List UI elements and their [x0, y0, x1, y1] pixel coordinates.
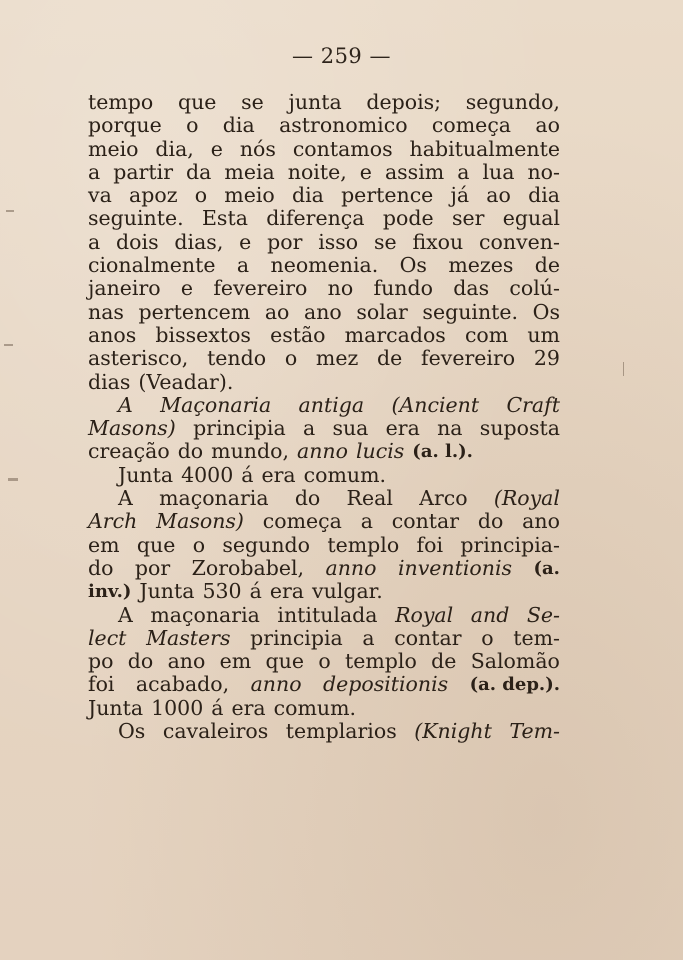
- word: fixou: [412, 229, 464, 254]
- word: junta: [288, 90, 342, 114]
- word: contar: [391, 509, 460, 534]
- text-line: [88, 720, 560, 743]
- word: ao: [264, 299, 290, 324]
- word: meio: [224, 183, 275, 208]
- word: ano: [304, 299, 342, 324]
- word: porque: [88, 113, 162, 138]
- word: sua: [332, 416, 369, 441]
- word: que: [265, 649, 305, 674]
- word: seguinte.: [88, 206, 184, 231]
- word: Junta: [118, 462, 174, 487]
- text-line: [88, 254, 560, 277]
- word: partir: [113, 159, 173, 184]
- word: Craft: [506, 392, 560, 417]
- word: creação: [88, 439, 170, 464]
- word: Masons): [88, 416, 176, 441]
- word: Maçonaria: [160, 392, 272, 417]
- word: apoz: [129, 183, 178, 208]
- word: lua: [482, 159, 515, 184]
- text-line: [88, 231, 560, 254]
- text-line: [88, 324, 560, 347]
- text-line: [88, 371, 560, 394]
- text-line: [88, 417, 560, 440]
- word: contar: [394, 625, 462, 650]
- word: inventionis: [397, 555, 513, 580]
- text-line: [88, 301, 560, 324]
- word: nas: [88, 299, 124, 324]
- word: lect: [88, 625, 127, 650]
- word: tempo: [88, 90, 154, 114]
- word: começa: [431, 113, 512, 138]
- word: Masons): [156, 509, 244, 534]
- word: suposta: [479, 416, 560, 441]
- text-line: [88, 347, 560, 370]
- word: mundo,: [211, 439, 289, 464]
- word: em: [219, 649, 252, 674]
- word: com: [464, 322, 509, 347]
- word: Se-: [526, 602, 560, 627]
- word: lucis: [355, 439, 405, 464]
- word: e: [180, 276, 194, 301]
- word: segundo: [222, 532, 311, 557]
- word: 1000: [151, 695, 204, 720]
- word: anno: [250, 672, 302, 697]
- word: noite,: [287, 159, 347, 184]
- word: o: [186, 113, 199, 138]
- word: pertencem: [138, 299, 251, 324]
- word: era: [385, 416, 420, 441]
- word: solar: [356, 299, 408, 324]
- word: era: [269, 579, 304, 604]
- word: contamos: [292, 136, 393, 161]
- margin-mark: [623, 362, 624, 376]
- word: (Ancient: [391, 392, 480, 417]
- word: diferença: [266, 206, 365, 231]
- word: ser: [451, 206, 485, 231]
- margin-mark: [8, 478, 18, 481]
- word: colú-: [509, 276, 560, 301]
- word: estão: [270, 322, 326, 347]
- margin-mark: [6, 210, 14, 212]
- text-line: [88, 673, 560, 696]
- word: nós: [239, 136, 276, 161]
- word: Junta: [139, 579, 195, 604]
- word: vulgar.: [311, 579, 383, 604]
- word: (a. dep.).: [469, 674, 560, 696]
- word: tem-: [513, 625, 560, 650]
- word: anno: [325, 555, 377, 580]
- text-line: [88, 161, 560, 184]
- word: astronomico: [279, 113, 408, 138]
- word: a: [302, 416, 316, 441]
- word: se: [241, 90, 264, 114]
- word: do: [127, 649, 154, 674]
- word: 4000: [181, 462, 234, 487]
- word: Masters: [146, 625, 231, 650]
- word: o: [284, 346, 298, 371]
- word: já: [450, 183, 470, 208]
- word: Os: [399, 253, 427, 278]
- text-line: [88, 464, 560, 487]
- word: e: [359, 159, 372, 184]
- word: templo: [327, 532, 400, 557]
- word: que: [177, 90, 217, 114]
- word: e: [210, 136, 223, 161]
- word: o: [192, 532, 206, 557]
- word: fevereiro: [421, 346, 516, 371]
- word: o: [481, 625, 494, 650]
- word: dois: [116, 229, 159, 254]
- word: mez: [315, 346, 359, 371]
- word: a: [88, 229, 101, 254]
- word: templarios: [285, 719, 397, 744]
- text-line: [88, 534, 560, 557]
- word: á: [241, 462, 254, 487]
- word: mezes: [448, 253, 514, 278]
- word: ao: [486, 183, 511, 208]
- word: da: [186, 159, 212, 184]
- text-line: [88, 394, 560, 417]
- word: (a.: [533, 557, 560, 579]
- text-line: [88, 440, 560, 463]
- word: meio: [88, 136, 139, 161]
- word: Royal: [395, 602, 454, 627]
- word: A: [118, 392, 133, 417]
- word: janeiro: [88, 276, 161, 301]
- word: em: [88, 532, 120, 557]
- word: dias: [88, 369, 131, 394]
- word: do: [477, 509, 504, 534]
- word: neomenia.: [270, 253, 379, 278]
- text-line: [88, 604, 560, 627]
- word: Tem-: [509, 719, 560, 744]
- text-line: [88, 184, 560, 207]
- word: and: [470, 602, 510, 627]
- word: cavaleiros: [162, 719, 269, 744]
- word: principia: [250, 625, 343, 650]
- word: foi: [88, 672, 115, 697]
- word: (a. l.).: [412, 441, 473, 463]
- word: A: [118, 486, 133, 511]
- word: á: [211, 695, 224, 720]
- text-line: [88, 138, 560, 161]
- word: Arch: [88, 509, 138, 534]
- text-line: [88, 510, 560, 533]
- word: Real: [346, 486, 393, 511]
- word: cionalmente: [88, 253, 216, 278]
- word: 530: [202, 579, 242, 604]
- word: seguinte.: [422, 299, 519, 324]
- word: por: [134, 555, 171, 580]
- word: tendo: [207, 346, 267, 371]
- word: ano: [167, 649, 206, 674]
- word: dia: [528, 183, 560, 208]
- word: de: [431, 649, 457, 674]
- word: conven-: [479, 229, 560, 254]
- word: das: [453, 276, 490, 301]
- word: anno: [296, 439, 348, 464]
- text-line: [88, 277, 560, 300]
- page-number: — 259 —: [292, 44, 391, 68]
- word: antiga: [298, 392, 365, 417]
- word: bissextos: [155, 322, 251, 347]
- word: (Knight: [414, 719, 492, 744]
- text-line: [88, 487, 560, 510]
- word: maçonaria: [150, 602, 260, 627]
- word: templo: [344, 649, 417, 674]
- word: egual: [502, 206, 560, 231]
- word: era: [231, 695, 266, 720]
- word: Zorobabel,: [191, 555, 305, 580]
- word: se: [373, 229, 397, 254]
- word: maçonaria: [159, 486, 269, 511]
- text-line: [88, 580, 560, 603]
- word: pode: [382, 206, 434, 231]
- word: inv.): [88, 581, 132, 603]
- word: (Royal: [493, 486, 560, 511]
- word: marcados: [344, 322, 446, 347]
- body-text: [88, 91, 560, 743]
- word: ano: [522, 509, 560, 534]
- word: dia: [291, 183, 324, 208]
- word: principia: [193, 416, 286, 441]
- word: do: [88, 555, 114, 580]
- word: fundo: [373, 276, 433, 301]
- text-line: [88, 697, 560, 720]
- word: a: [360, 509, 373, 534]
- word: começa: [262, 509, 342, 534]
- word: no: [327, 276, 354, 301]
- text-line: [88, 91, 560, 114]
- text-line: [88, 114, 560, 137]
- word: asterisco,: [88, 346, 189, 371]
- word: do: [177, 439, 204, 464]
- word: era: [261, 462, 296, 487]
- word: o: [318, 649, 331, 674]
- word: do: [294, 486, 321, 511]
- word: e: [239, 229, 252, 254]
- word: depois;: [366, 90, 442, 114]
- word: comum.: [273, 695, 357, 720]
- word: a: [457, 159, 470, 184]
- word: va: [88, 183, 112, 208]
- word: A: [118, 602, 133, 627]
- word: assim: [384, 159, 445, 184]
- text-line: [88, 627, 560, 650]
- word: 29: [533, 346, 560, 371]
- word: Esta: [201, 206, 248, 231]
- word: que: [136, 532, 176, 557]
- word: meia: [224, 159, 275, 184]
- word: anos: [88, 322, 137, 347]
- word: a: [88, 159, 101, 184]
- word: no-: [527, 159, 560, 184]
- word: ao: [535, 113, 560, 138]
- word: de: [377, 346, 403, 371]
- word: segundo,: [465, 90, 560, 114]
- word: dia,: [155, 136, 194, 161]
- word: o: [194, 183, 208, 208]
- word: habitualmente: [409, 136, 560, 161]
- word: Os: [532, 299, 560, 324]
- word: fevereiro: [213, 276, 308, 301]
- word: dias,: [174, 229, 224, 254]
- word: principia-: [460, 532, 560, 557]
- word: um: [527, 322, 560, 347]
- word: Junta: [88, 695, 144, 720]
- word: dia: [222, 113, 255, 138]
- word: por: [267, 229, 303, 254]
- word: acabado,: [135, 672, 230, 697]
- word: po: [88, 649, 114, 674]
- word: isso: [318, 229, 359, 254]
- text-line: [88, 207, 560, 230]
- word: de: [534, 253, 560, 278]
- word: intitulada: [277, 602, 378, 627]
- word: (Veadar).: [138, 369, 234, 394]
- text-line: [88, 557, 560, 580]
- word: a: [236, 253, 250, 278]
- word: a: [362, 625, 375, 650]
- word: pertence: [341, 183, 434, 208]
- word: á: [249, 579, 262, 604]
- word: Os: [118, 719, 146, 744]
- margin-mark: [4, 344, 13, 346]
- word: comum.: [303, 462, 387, 487]
- word: depositionis: [322, 672, 449, 697]
- word: foi: [416, 532, 444, 557]
- word: na: [437, 416, 463, 441]
- word: Salomão: [470, 649, 560, 674]
- text-line: [88, 650, 560, 673]
- word: Arco: [419, 486, 468, 511]
